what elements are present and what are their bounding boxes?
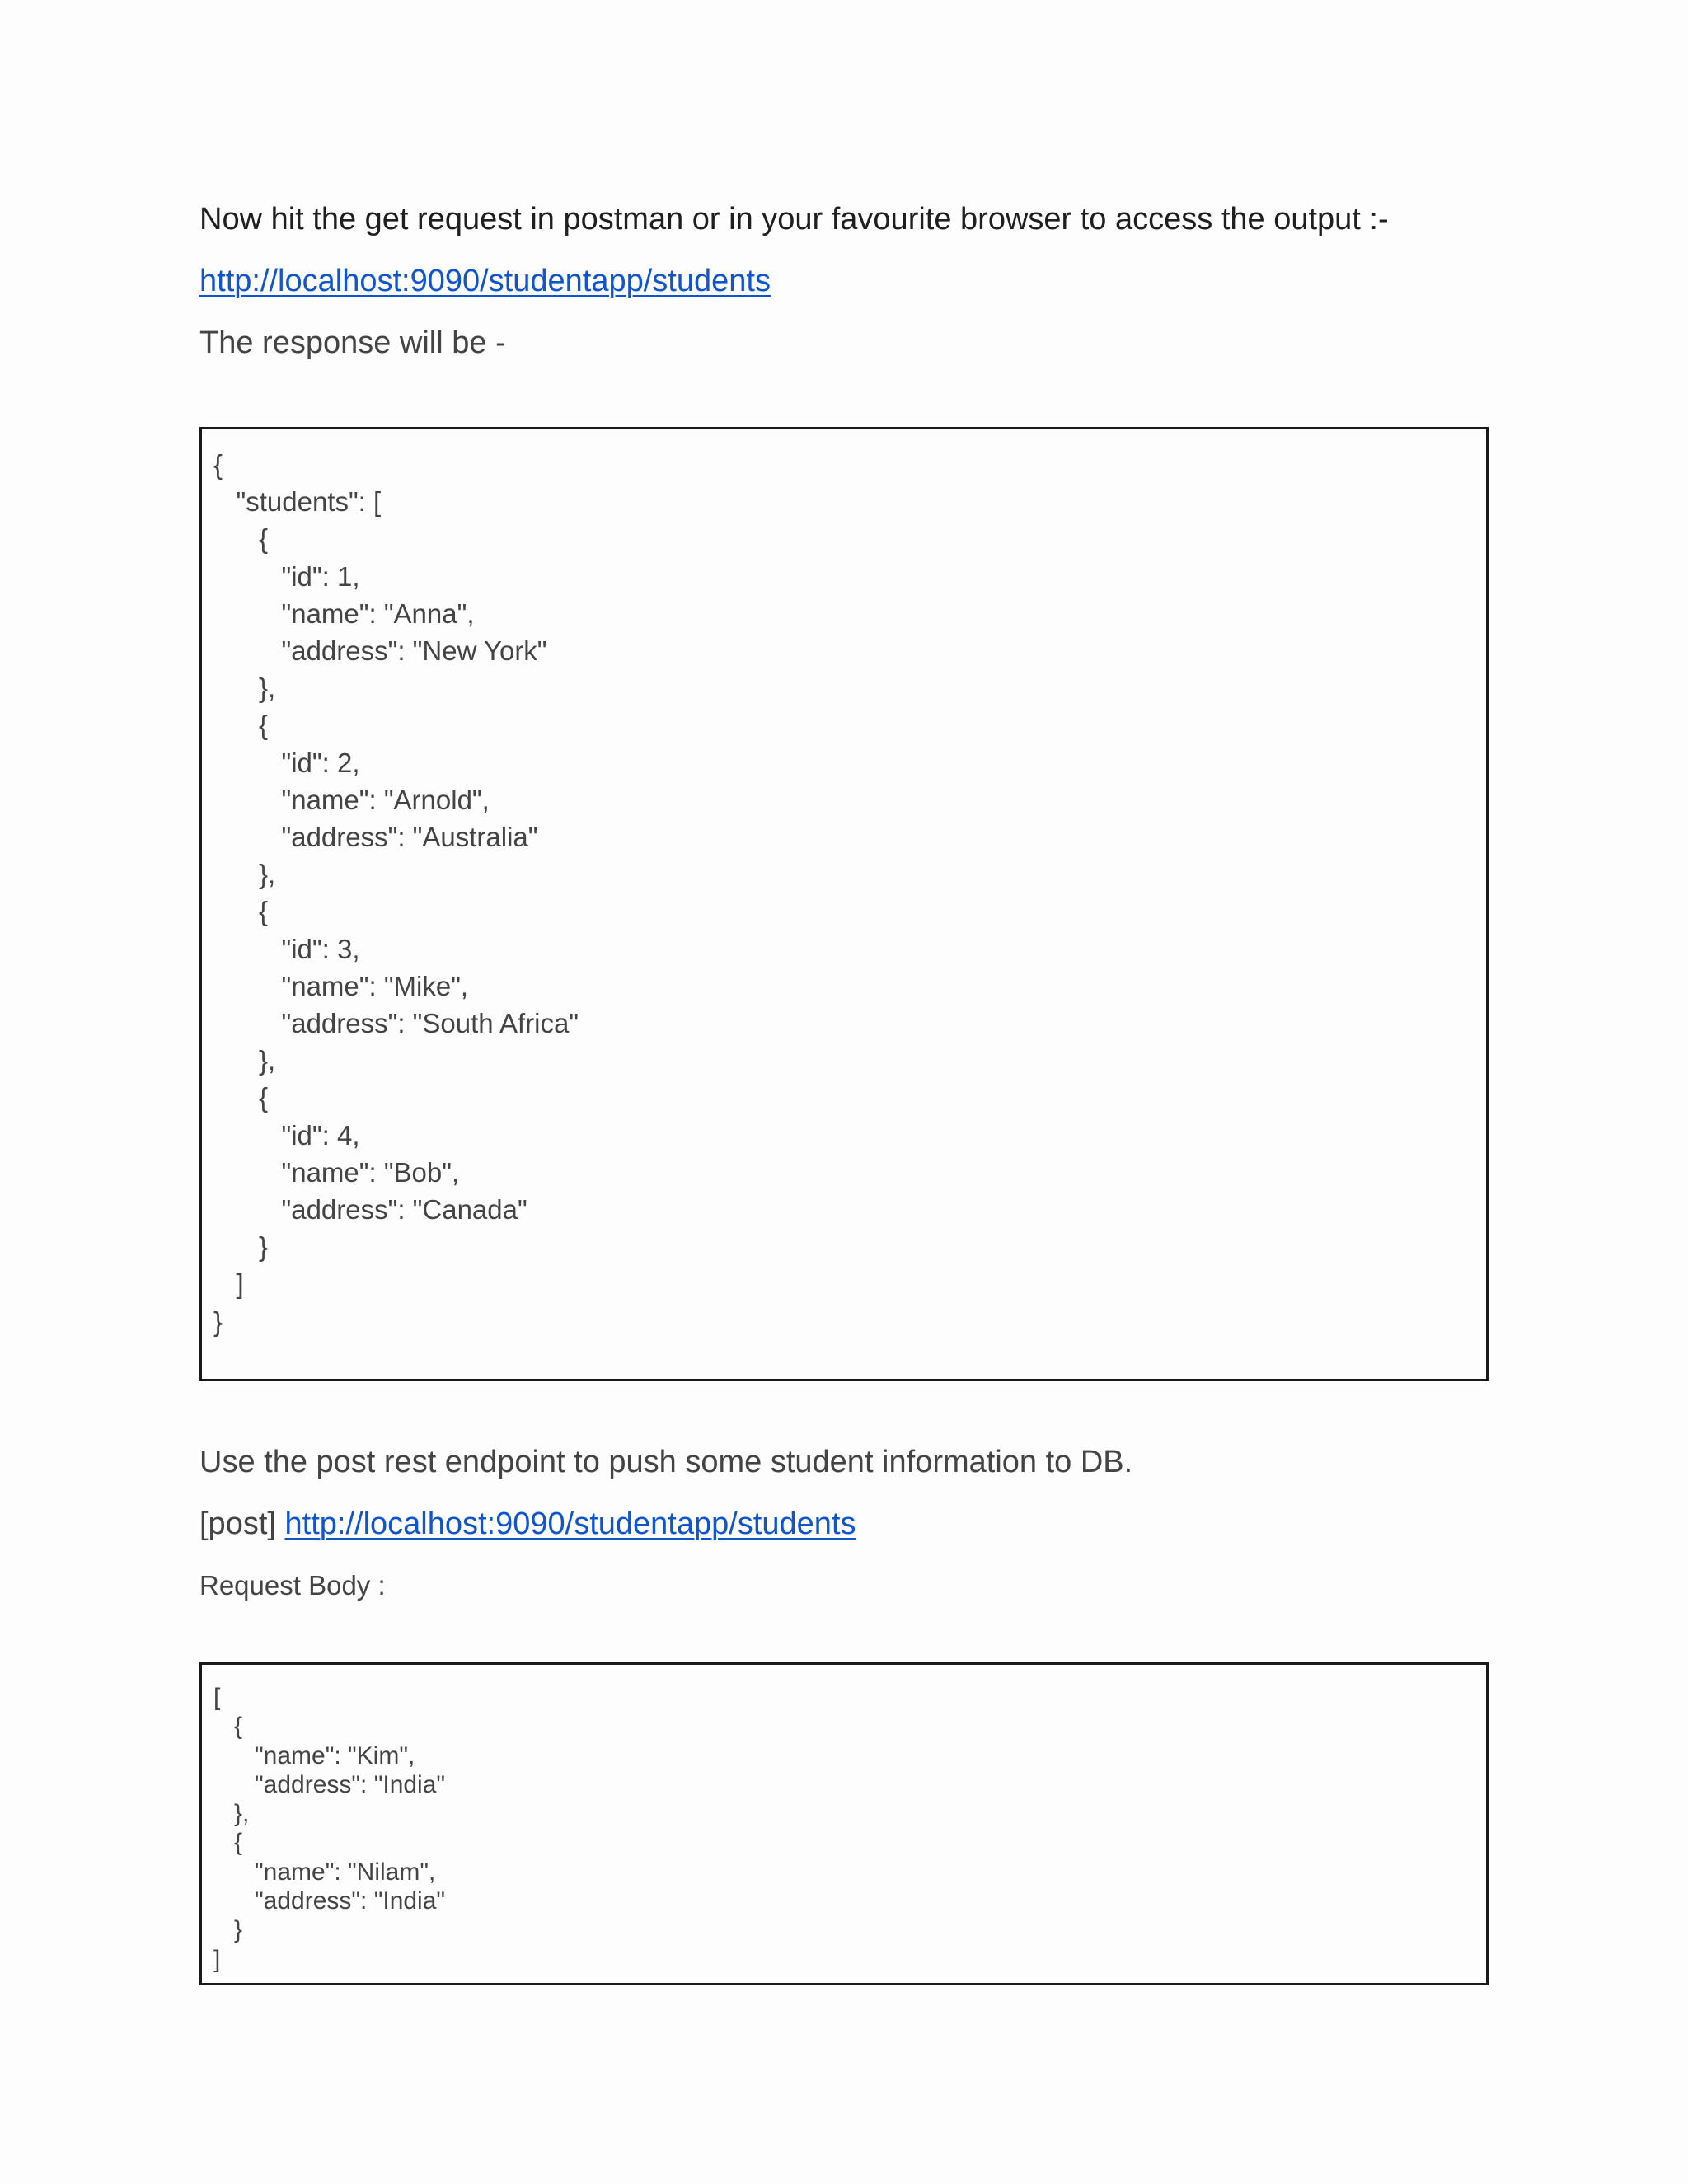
response-json: { "students": [ { "id": 1, "name": "Anna", "address": "New York" }, { "id": 2, "name": "Arnold", "address": "Australia" }, { "id": 3, "name": "Mike", "address": "South Africa" }, { "id": 4, "name": "Bob", "address": "Canada" } ] } — [213, 449, 579, 1337]
post-endpoint-paragraph — [199, 1502, 856, 1545]
post-method-label: [post] — [199, 1507, 276, 1541]
response-label: The response will be - — [199, 326, 506, 360]
intro-paragraph: Now hit the get request in postman or in your favourite browser to access the output :- — [199, 202, 1389, 237]
post-endpoint-link[interactable]: http://localhost:9090/studentapp/students — [284, 1507, 856, 1541]
request-body-label: Request Body : — [199, 1570, 386, 1601]
request-body-code-box — [199, 1662, 1489, 1985]
post-intro-paragraph: Use the post rest endpoint to push some student information to DB. — [199, 1445, 1133, 1479]
get-endpoint-link[interactable]: http://localhost:9090/studentapp/students — [199, 264, 771, 298]
response-code-box — [199, 427, 1489, 1381]
get-endpoint-paragraph — [199, 260, 771, 302]
request-body-json: [ { "name": "Kim", "address": "India" }, { "name": "Nilam", "address": "India" } ] — [213, 1684, 446, 1973]
